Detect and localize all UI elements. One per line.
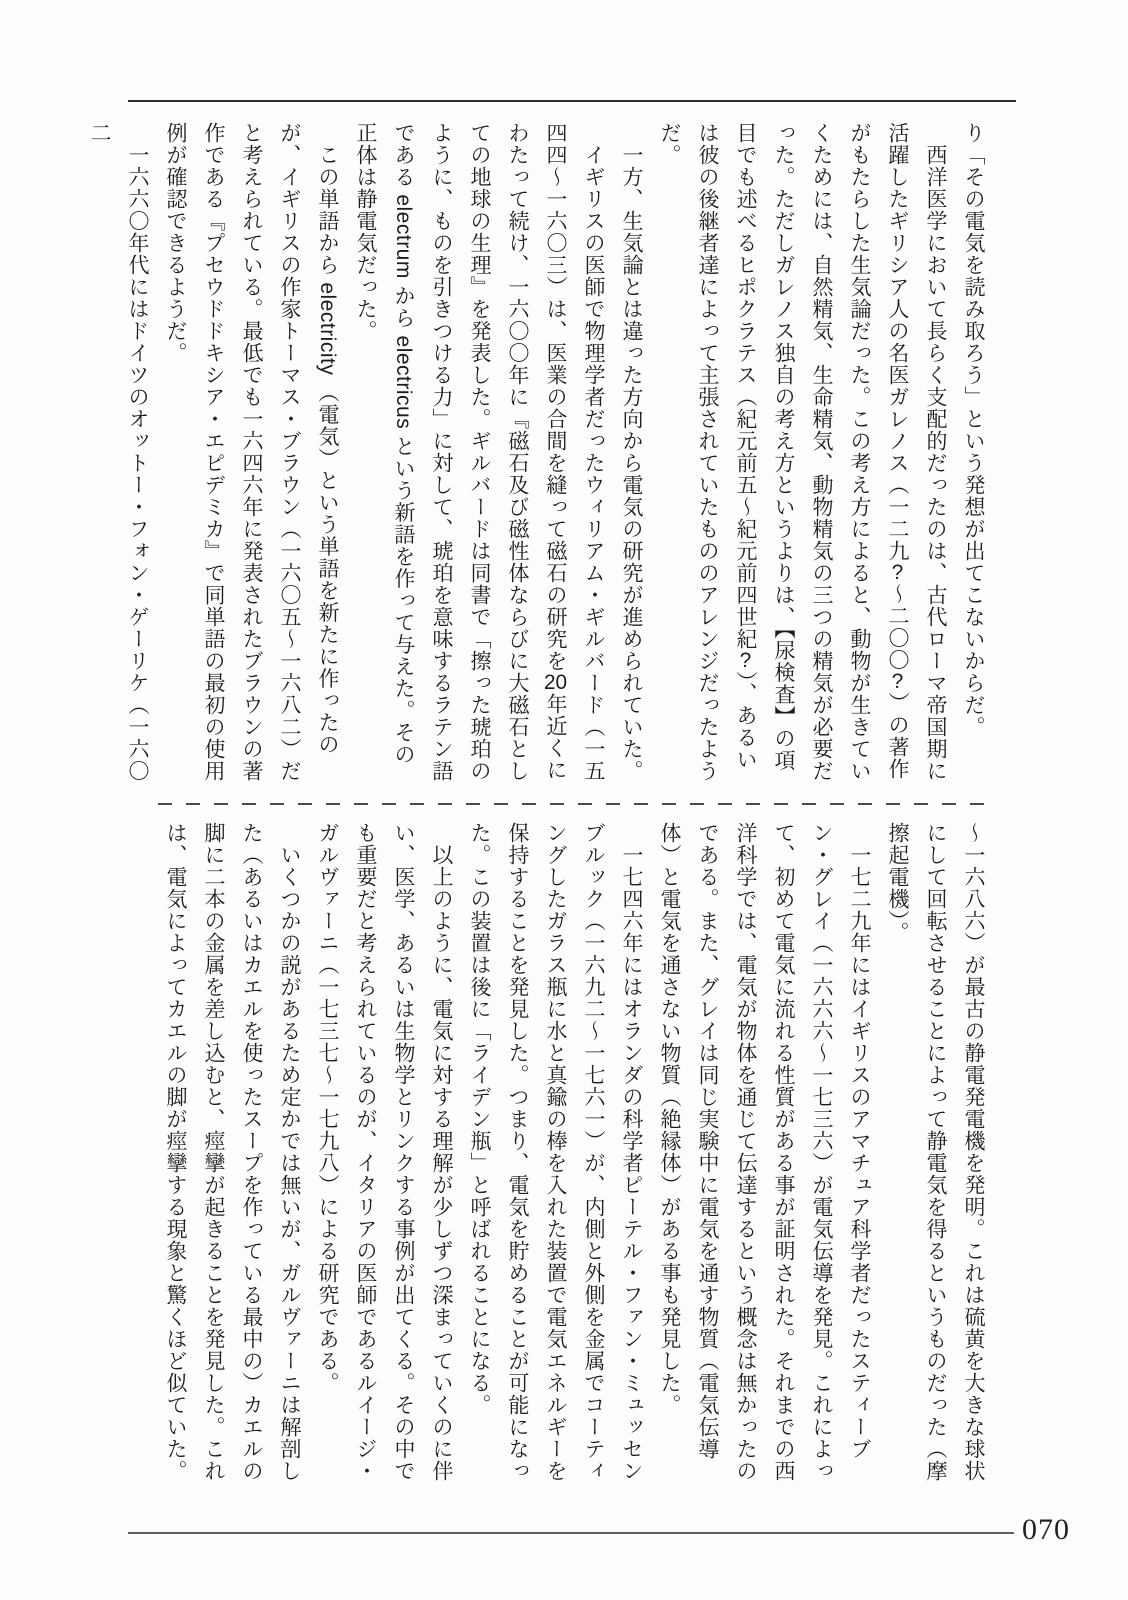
text-run: （電気）という単語を新たに作ったのが、イギリスの作家トーマス・ブラウン（一六〇五～一六八二）だと考えられている。最低でも一六四六年に発表されたブラウンの著作である『プセウドドキシア・エピデミカ』で同単語の最初の使用例が確認できるようだ。 (164, 122, 339, 782)
text-run: り「その電気を読み取ろう」という発想が出てこないからだ。 (962, 122, 985, 738)
text-run: 一七四六年にはオランダの科学者ピーテル・ファン・ミュッセンブルック（一六九二～一七六一）が、内側と外側を金属でコーティングしたガラス瓶に水と真鍮の棒を入れた装置で電気エネルギーを保持することを発見した。つまり、電気を貯めることが可能になった。この装置は後に「ライデン瓶」と呼ばれることになる。 (468, 822, 643, 1482)
text-run: ～一六八六）が最古の静電発電機を発明。これは硫黄を大きな球状にして回転させることによって静電気を得るというものだった（摩擦起電機）。 (886, 822, 985, 1482)
latin-term: electricus (392, 329, 415, 436)
section-divider-dashed (158, 803, 994, 805)
text-run: 西洋医学において長らく支配的だったのは、古代ローマ帝国期に活躍したギリシア人の名医ガレノス（一二九 (886, 122, 947, 782)
text-run: 年近くにわたって続け、一六〇〇年に『磁石及び磁性体ならびに大磁石としての地球の生理』を発表した。ギルバードは同書で「擦った琥珀のように、ものを引きつける力」に対して、琥珀を意味するラテン語である (392, 122, 567, 782)
text-run: この単語から (316, 144, 339, 276)
paragraph (878, 822, 992, 1484)
paragraph (650, 122, 954, 784)
text-run: 20 (543, 672, 568, 693)
paragraph (346, 122, 612, 784)
text-block-top (80, 122, 992, 784)
text-run: 一六六〇年代にはドイツのオットー・フォン・ゲーリケ（一六〇二 (88, 122, 149, 782)
paragraph (80, 122, 156, 784)
text-run: イギリスの医師で物理学者だったウィリアム・ギルバード（一五四四～一六〇三）は、医業の合間を縫って磁石の研究を (544, 122, 605, 782)
paragraph (156, 822, 308, 1484)
latin-term: electrum (392, 188, 415, 286)
paragraph (308, 822, 460, 1484)
text-run: 一方、生気論とは違った方向から電気の研究が進められていた。 (620, 144, 643, 782)
latin-term: electricity (316, 276, 339, 382)
paragraph (156, 122, 346, 784)
text-run: 以上のように、電気に対する理解が少しずつ深まっていくのに伴い、医学、あるいは生物学とリンクする事例が出てくる。その中でも重要だと考えられているのが、イタリアの医師であるルイージ・ガルヴァーニ（一七三七～一七九八）による研究である。 (316, 822, 453, 1482)
text-run: ? (891, 562, 904, 583)
paragraph (460, 822, 650, 1484)
text-run: ? (739, 650, 752, 671)
text-run: いくつかの説があるため定かでは無いが、ガルヴァーニは解剖した（あるいはカエルを使ったスープを作っている最中の）カエルの脚に二本の金属を差し込むと、痙攣が起きることを発見した。これは、電気によってカエルの脚が痙攣する現象と驚くほど似ていた。 (164, 822, 301, 1482)
paragraph (612, 122, 650, 784)
text-run: 一七二九年にはイギリスのアマチュア科学者だったスティーブン・グレイ（一六六六～一七三六）が電気伝導を発見。これによって、初めて電気に流れる性質がある事が証明された。それまでの西洋科学では、電気が物体を通じて伝達するという概念は無かったのである。また、グレイは同じ実験中に電気を通す物質（電気伝導体）と電気を通さない物質（絶縁体）がある事も発見した。 (658, 822, 871, 1482)
text-run: ? (891, 671, 904, 692)
text-run: から (392, 285, 415, 330)
text-run: ）の著作がもたらした生気論だった。この考え方によると、動物が生きていくためには、自然精気、生命精気、動物精気の三つの精気が必要だった。ただしガレノス独自の考え方というよりは、【尿検査】の項目でも述べるヒポクラテス（紀元前五～紀元前四世紀 (734, 122, 909, 782)
header-rule (128, 100, 1016, 102)
text-run: ）、あるいは彼の後継者達によって主張されていたもののアレンジだったようだ。 (658, 122, 757, 782)
text-run: という新語を作って与えた。その正体は静電気だった。 (354, 122, 415, 766)
paragraph (954, 122, 992, 784)
footer-rule (128, 1532, 1014, 1534)
page-number: 070 (1022, 1513, 1070, 1546)
text-run: ～二〇〇 (886, 583, 909, 671)
text-block-bottom (156, 822, 992, 1484)
paragraph (650, 822, 878, 1484)
